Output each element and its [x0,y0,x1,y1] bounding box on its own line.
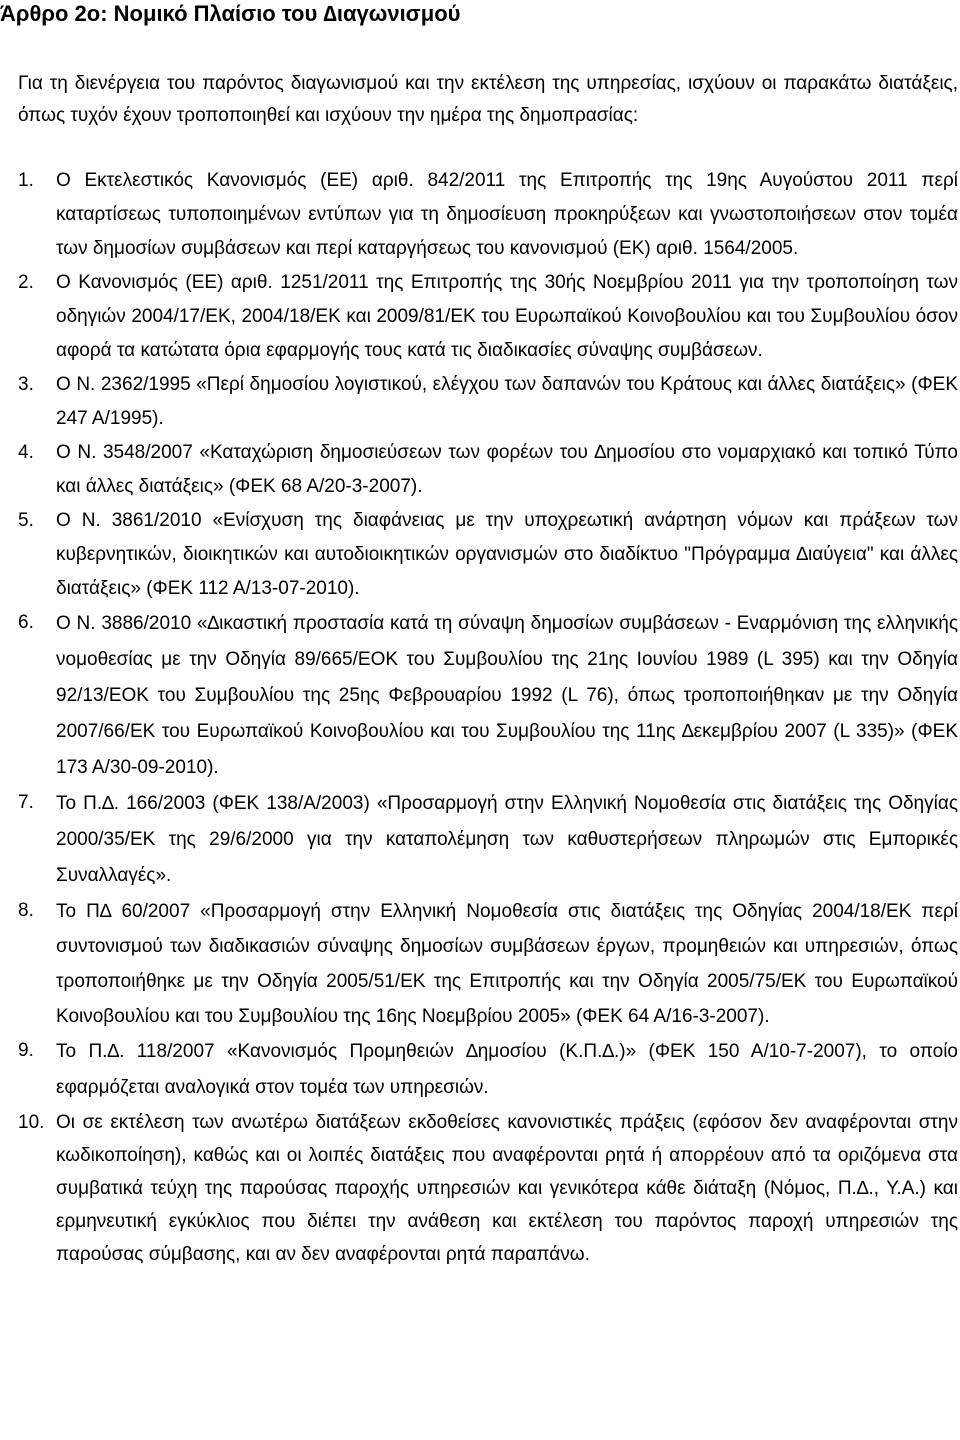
list-item-number: 1. [18,170,34,191]
list-item [18,436,958,504]
list-item-number: 4. [18,442,34,463]
list-item-number: 9. [18,1040,34,1061]
list-item-number: 2. [18,272,34,293]
list-item-number: 8. [18,900,34,921]
list-item-number: 7. [18,792,34,813]
list-item [18,368,958,436]
list-item-text: Ο Ν. 3861/2010 «Ενίσχυση της διαφάνειας με την υποχρεωτική ανάρτηση νόμων και πράξεων των κυβερνητικών, διοικητικών και αυτοδιοικητικών οργανισμών στο διαδίκτυο "Πρόγραμμα ∆ιαύγεια" και άλλες διατάξεις» (ΦΕΚ 112 Α/13-07-2010). [56,510,958,599]
list-item-text: Ο Ν. 3886/2010 «∆ικαστική προστασία κατά τη σύναψη δημοσίων συμβάσεων - Εναρμόνιση της ελληνικής νομοθεσίας με την Οδηγία 89/665/ΕΟΚ του Συμβουλίου της 21ης Ιουνίου 1989 (L 395) και την Οδηγία 92/13/ΕΟΚ του Συμβουλίου της 25ης Φεβρουαρίου 1992 (L 76), όπως τροποποιήθηκαν με την Οδηγία 2007/66/ΕΚ του Ευρωπαϊκού Κοινοβουλίου και του Συμβουλίου της 11ης ∆εκεμβρίου 2007 (L 335)» (ΦΕΚ 173 Α/30-09-2010). [56,613,958,778]
list-item [18,606,958,786]
list-item [18,786,958,894]
list-item-number: 5. [18,510,34,531]
list-item [18,1034,958,1106]
list-item-number: 3. [18,374,34,395]
list-item-text: Ο Εκτελεστικός Κανονισμός (ΕΕ) αριθ. 842/2011 της Επιτροπής της 19ης Αυγούστου 2011 περί καταρτίσεως τυποποιημένων εντύπων για τη δημοσίευση προκηρύξεων και γνωστοποιήσεων στον τομέα των δημοσίων συμβάσεων και περί καταργήσεως του κανονισμού (ΕΚ) αριθ. 1564/2005. [56,170,958,259]
list-item-text: Ο Ν. 2362/1995 «Περί δημοσίου λογιστικού, ελέγχου των δαπανών του Κράτους και άλλες διατάξεις» (ΦΕΚ 247 Α/1995). [56,374,958,429]
list-item [18,1106,958,1271]
legal-provisions-list [18,164,958,1271]
list-item-text: Ο Κανονισμός (ΕΕ) αριθ. 1251/2011 της Επιτροπής της 30ής Νοεμβρίου 2011 για την τροποποίηση των οδηγιών 2004/17/ΕΚ, 2004/18/ΕΚ και 2009/81/ΕΚ του Ευρωπαϊκού Κοινοβουλίου και του Συμβουλίου όσον αφορά τα κατώτατα όρια εφαρμογής τους κατά τις διαδικασίες σύναψης συμβάσεων. [56,272,958,361]
list-item [18,504,958,606]
list-item-text: Το Π.∆. 166/2003 (ΦΕΚ 138/Α/2003) «Προσαρμογή στην Ελληνική Νομοθεσία στις διατάξεις της Οδηγίας 2000/35/ΕΚ της 29/6/2000 για την καταπολέμηση των καθυστερήσεων πληρωμών στις Εμπορικές Συναλλαγές». [56,793,958,886]
list-item-text: Το Π∆ 60/2007 «Προσαρμογή στην Ελληνική Νομοθεσία στις διατάξεις της Οδηγίας 2004/18/ΕΚ περί συντονισμού των διαδικασιών σύναψης δημοσίων συμβάσεων έργων, προμηθειών και υπηρεσιών, όπως τροποποιήθηκε με την Οδηγία 2005/51/ΕΚ της Επιτροπής και την Οδηγία 2005/75/ΕΚ του Ευρωπαϊκού Κοινοβουλίου και του Συμβουλίου της 16ης Νοεμβρίου 2005» (ΦΕΚ 64 Α/16-3-2007). [56,901,958,1027]
list-item [18,164,958,266]
intro-paragraph: Για τη διενέργεια του παρόντος διαγωνισμού και την εκτέλεση της υπηρεσίας, ισχύουν οι παρακάτω διατάξεις, όπως τυχόν έχουν τροποποιηθεί και ισχύουν την ημέρα της δημοπρασίας: [18,73,958,126]
list-item-number: 10. [18,1112,45,1133]
list-item-text: Οι σε εκτέλεση των ανωτέρω διατάξεων εκδοθείσες κανονιστικές πράξεις (εφόσον δεν αναφέρονται στην κωδικοποίηση), καθώς και οι λοιπές διατάξεις που αναφέρονται ρητά ή απορρέουν από τα οριζόμενα στα συμβατικά τεύχη της παρούσας παροχής υπηρεσιών και γενικότερα κάθε διάταξη (Νόμος, Π.∆., Υ.Α.) και ερμηνευτική εγκύκλιος που διέπει την ανάθεση και εκτέλεση του παρόντος παροχή υπηρεσιών της παρούσας σύμβασης, και αν δεν αναφέρονται ρητά παραπάνω. [56,1112,958,1265]
list-item-text: Ο Ν. 3548/2007 «Καταχώριση δημοσιεύσεων των φορέων του ∆ημοσίου στο νομαρχιακό και τοπικό Τύπο και άλλες διατάξεις» (ΦΕΚ 68 Α/20-3-2007). [56,442,958,497]
list-item [18,266,958,368]
list-item [18,894,958,1034]
list-item-text: Το Π.∆. 118/2007 «Κανονισμός Προμηθειών ∆ημοσίου (Κ.Π.∆.)» (ΦΕΚ 150 Α/10-7-2007), το οποίο εφαρμόζεται αναλογικά στον τομέα των υπηρεσιών. [56,1041,958,1098]
article-title: Άρθρο 2ο: Νομικό Πλαίσιο του ∆ιαγωνισμού [0,1,461,26]
list-item-number: 6. [18,612,34,633]
